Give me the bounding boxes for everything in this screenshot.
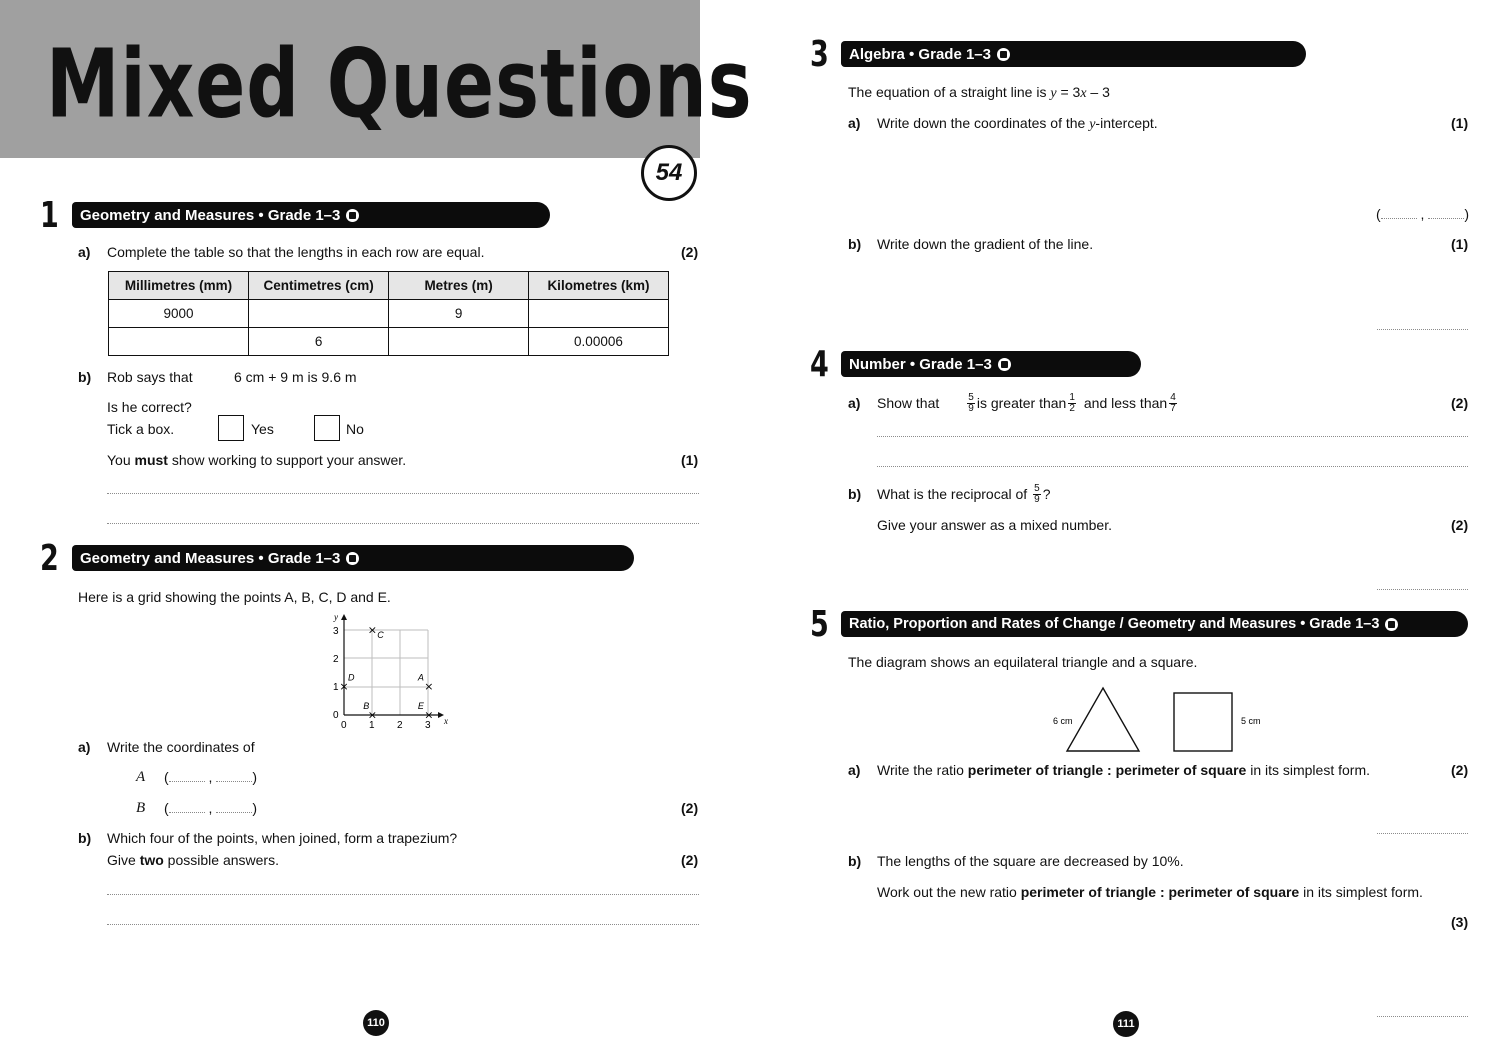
marks: (2) xyxy=(681,244,699,260)
answer-line[interactable] xyxy=(877,466,1468,467)
numerator: 4 xyxy=(1170,391,1176,403)
calculator-icon xyxy=(346,209,359,222)
part-label: a) xyxy=(848,762,861,778)
table-cell: 9 xyxy=(389,300,529,328)
question-number-1: 1 xyxy=(40,195,59,236)
answer-line[interactable] xyxy=(107,924,699,925)
denominator: 7 xyxy=(1170,402,1176,414)
point-label-b: B xyxy=(363,701,370,711)
fraction-5-9 xyxy=(967,393,975,414)
topic-banner-q1 xyxy=(72,202,550,228)
question-number-5: 5 xyxy=(810,604,829,645)
page-title: Mixed Questions xyxy=(46,30,753,140)
coordinate-answer-a[interactable]: ( , ) xyxy=(164,769,258,785)
question-text xyxy=(877,762,1370,778)
marks: (1) xyxy=(681,452,699,468)
column-header: Kilometres (km) xyxy=(528,272,668,300)
marks: (2) xyxy=(1451,517,1469,533)
column-header: Metres (m) xyxy=(389,272,529,300)
text-part: You xyxy=(107,452,135,468)
question-text: Is he correct? xyxy=(107,399,192,415)
y-tick: 2 xyxy=(333,654,339,665)
banner-text: Algebra • Grade 1–3 xyxy=(849,45,991,63)
marks: (2) xyxy=(681,800,699,816)
point-label-c: C xyxy=(377,630,384,641)
x-tick: 1 xyxy=(369,720,375,731)
banner-text: Number • Grade 1–3 xyxy=(849,355,992,373)
numerator: 1 xyxy=(1069,391,1075,403)
answer-line[interactable] xyxy=(877,436,1468,437)
grid-lines xyxy=(344,630,428,715)
topic-banner-q4 xyxy=(841,351,1141,377)
x-tick-labels xyxy=(341,720,431,731)
emphasis: two xyxy=(139,852,164,868)
page-number-left: 110 xyxy=(363,1010,389,1036)
table-row xyxy=(109,300,669,328)
point-marker-d: × xyxy=(339,680,349,694)
instruction-text xyxy=(107,452,406,468)
point-marker-a: × xyxy=(424,680,434,694)
marks: (2) xyxy=(1451,395,1469,411)
coordinate-answer-b[interactable]: ( , ) xyxy=(164,800,258,816)
table-cell-blank[interactable] xyxy=(109,328,249,356)
part-label: b) xyxy=(848,236,862,252)
answer-line[interactable] xyxy=(107,523,699,524)
numerator: 5 xyxy=(968,391,974,403)
calculator-icon xyxy=(998,358,1011,371)
table-cell: 0.00006 xyxy=(528,328,668,356)
fraction-4-7 xyxy=(1169,393,1177,414)
question-text xyxy=(877,884,1423,900)
no-tick-box[interactable] xyxy=(314,415,340,441)
y-tick: 3 xyxy=(333,626,339,637)
text-part: show working to support your answer. xyxy=(167,452,407,468)
emphasis: perimeter of triangle : perimeter of square xyxy=(967,762,1247,778)
text-part: What is the reciprocal of xyxy=(877,486,1028,502)
point-label-d: D xyxy=(348,672,355,683)
part-label: b) xyxy=(78,830,92,846)
question-text: Which four of the points, when joined, form a trapezium? xyxy=(107,830,458,846)
question-text: Rob says that xyxy=(107,369,193,385)
question-text xyxy=(877,390,1179,416)
marks: (2) xyxy=(681,852,699,868)
topic-banner-q3 xyxy=(841,41,1306,67)
question-text: Write down the coordinates of the y-intercept. xyxy=(877,115,1158,132)
y-axis-arrow xyxy=(341,614,347,620)
point-marker-b: × xyxy=(367,708,377,722)
table-cell-blank[interactable] xyxy=(528,300,668,328)
table-cell: 9000 xyxy=(109,300,249,328)
question-number-3: 3 xyxy=(810,34,829,75)
question-text: The diagram shows an equilateral triangle and a square. xyxy=(848,654,1198,670)
answer-line[interactable] xyxy=(1377,329,1468,330)
square xyxy=(1174,693,1232,751)
answer-line[interactable] xyxy=(1377,589,1468,590)
text-part: and less than xyxy=(1083,395,1168,411)
fraction-1-2 xyxy=(1068,393,1076,414)
shapes-diagram xyxy=(1050,684,1270,756)
answer-line[interactable] xyxy=(1377,1016,1468,1017)
part-label: b) xyxy=(848,486,862,502)
fraction-5-9 xyxy=(1033,484,1041,505)
conversion-table xyxy=(108,271,669,356)
question-text: Write the coordinates of xyxy=(107,739,255,755)
point-label-a: A xyxy=(136,769,146,785)
stopwatch-badge: 54 xyxy=(641,145,697,201)
question-text: Write down the gradient of the line. xyxy=(877,236,1094,252)
x-tick: 3 xyxy=(425,720,431,731)
no-label: No xyxy=(346,421,364,437)
denominator: 2 xyxy=(1069,402,1075,414)
x-axis-label: x xyxy=(444,716,448,726)
instruction-text: Give your answer as a mixed number. xyxy=(877,517,1112,533)
page-number-right: 111 xyxy=(1113,1011,1139,1037)
emphasis: must xyxy=(134,452,168,468)
text-part: possible answers. xyxy=(163,852,279,868)
denominator: 9 xyxy=(968,402,974,414)
part-label: a) xyxy=(78,739,91,755)
triangle-side-label: 6 cm xyxy=(1053,716,1073,726)
calculator-icon xyxy=(1385,618,1398,631)
yes-tick-box[interactable] xyxy=(218,415,244,441)
text-part: in its simplest form. xyxy=(1246,762,1371,778)
answer-line[interactable] xyxy=(107,493,699,494)
x-tick: 2 xyxy=(397,720,403,731)
text-part: Work out the new ratio xyxy=(877,884,1021,900)
y-tick-labels xyxy=(333,626,339,721)
no-calculator-icon xyxy=(346,552,359,565)
claim-text: 6 cm + 9 m is 9.6 m xyxy=(234,369,357,385)
topic-banner-q2 xyxy=(72,545,634,571)
part-label: a) xyxy=(848,115,861,131)
banner-text: Geometry and Measures • Grade 1–3 xyxy=(80,549,341,567)
calculator-icon xyxy=(997,48,1010,61)
question-text: The equation of a straight line is y = 3x – 3 xyxy=(848,84,1110,101)
answer-line[interactable] xyxy=(107,894,699,895)
question-number-2: 2 xyxy=(40,538,59,579)
part-label: a) xyxy=(848,395,861,411)
point-label-e: E xyxy=(417,701,424,711)
coordinate-answer[interactable]: ( , ) xyxy=(1376,206,1470,222)
square-side-label: 5 cm xyxy=(1241,716,1261,726)
question-text: The lengths of the square are decreased by 10%. xyxy=(877,853,1184,869)
y-axis-label: y xyxy=(334,612,338,622)
part-label: b) xyxy=(78,369,92,385)
point-marker-c: × xyxy=(367,623,377,637)
point-label-b: B xyxy=(136,800,146,816)
part-label: b) xyxy=(848,853,862,869)
question-text xyxy=(877,481,1051,507)
y-tick: 0 xyxy=(333,710,339,721)
question-text: Here is a grid showing the points A, B, C, D and E. xyxy=(78,589,391,605)
text-part: Give xyxy=(107,852,140,868)
banner-text: Geometry and Measures • Grade 1–3 xyxy=(80,206,341,224)
topic-banner-q5 xyxy=(841,611,1468,637)
marks: (3) xyxy=(1451,914,1469,930)
text-part: Write the ratio xyxy=(877,762,968,778)
table-cell-blank[interactable] xyxy=(389,328,529,356)
text-part: in its simplest form. xyxy=(1299,884,1423,900)
column-header: Centimetres (cm) xyxy=(249,272,389,300)
table-cell: 6 xyxy=(249,328,389,356)
part-label: a) xyxy=(78,244,91,260)
denominator: 9 xyxy=(1034,493,1040,505)
instruction-text: Tick a box. xyxy=(107,421,175,437)
answer-line[interactable] xyxy=(1377,833,1468,834)
point-label-a: A xyxy=(417,672,424,683)
instruction-text xyxy=(107,852,279,868)
coordinate-grid xyxy=(328,610,450,734)
table-header-row xyxy=(109,272,669,300)
grid-points xyxy=(339,624,433,722)
column-header: Millimetres (mm) xyxy=(109,272,249,300)
equilateral-triangle xyxy=(1067,688,1139,751)
text-part: ? xyxy=(1042,486,1051,502)
text-part: Show that xyxy=(877,395,940,411)
x-tick: 0 xyxy=(341,720,347,731)
marks: (2) xyxy=(1451,762,1469,778)
question-text: Complete the table so that the lengths in each row are equal. xyxy=(107,244,485,260)
text-part: is greater than xyxy=(976,395,1067,411)
emphasis: perimeter of triangle : perimeter of square xyxy=(1020,884,1300,900)
yes-label: Yes xyxy=(251,421,274,437)
marks: (1) xyxy=(1451,115,1469,131)
point-marker-e: × xyxy=(424,708,434,722)
table-cell-blank[interactable] xyxy=(249,300,389,328)
question-number-4: 4 xyxy=(810,344,829,385)
banner-text: Ratio, Proportion and Rates of Change / Geometry and Measures • Grade 1–3 xyxy=(849,616,1380,632)
marks: (1) xyxy=(1451,236,1469,252)
y-tick: 1 xyxy=(333,682,339,693)
table-row xyxy=(109,328,669,356)
numerator: 5 xyxy=(1034,482,1040,494)
